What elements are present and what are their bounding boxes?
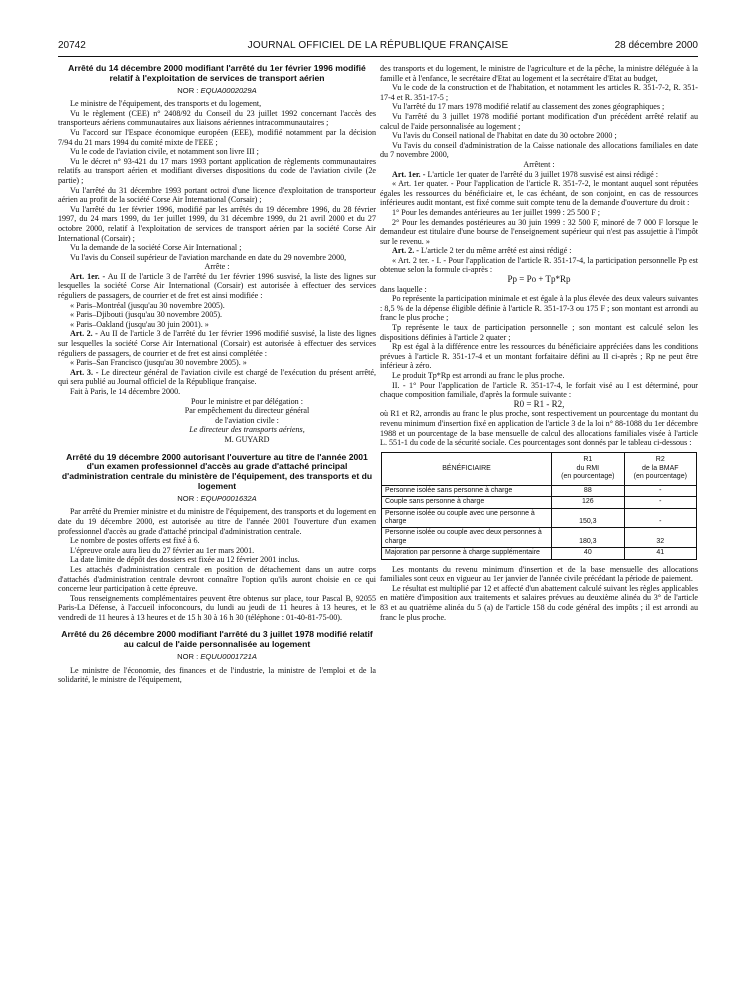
table-row: Majoration par personne à charge supplémentaire 40 41 [382, 548, 697, 559]
journal-title: JOURNAL OFFICIEL DE LA RÉPUBLIQUE FRANÇAISE [247, 40, 509, 51]
header-rule [58, 56, 698, 57]
arrete-heading: Arrête : [204, 262, 230, 272]
paragraph: Vu le code de l'aviation civile, et notamment son livre III ; [70, 147, 259, 157]
nor-reference: NOR : EQUU0001721A [177, 652, 257, 662]
article-2: Art. 2. - Au II de l'article 3 de l'arrêté du 1er février 1996 modifié susvisé, la liste des lignes sur lesquelles la société Corse Air International (Corsair) est autorisée à effectuer des services réguliers de passagers, de courrier et de fret est ainsi complétée : [58, 329, 377, 358]
right-column [380, 64, 698, 622]
nor-reference: NOR : EQUP0001632A [177, 493, 257, 503]
paragraph: 2° Pour les demandes postérieures au 30 juin 1999 : 32 500 F, minoré de 7 000 F lorsque le demandeur est titulaire d'une bourse de l'enseignement supérieur qui n'est pas assujettie à l'impôt sur le revenu. » [380, 217, 698, 246]
paragraph: Vu l'arrêté du 17 mars 1978 modifié relatif au classement des zones géographiques ; [392, 102, 665, 112]
paragraph: Vu l'accord sur l'Espace économique européen (EEE), modifié notamment par la décision 7/94 du 21 mars 1994 du comité mixte de l'EEE ; [58, 127, 376, 147]
table-header-row [382, 452, 697, 485]
paragraph: Le nombre de postes offerts est fixé à 6. [70, 536, 200, 546]
table-row: Personne isolée ou couple avec deux personnes à charge 180,3 32 [382, 528, 697, 548]
paragraph: Le ministre de l'équipement, des transports et du logement, [70, 99, 262, 109]
table-row: Personne isolée sans personne à charge 88 - [382, 485, 697, 496]
paragraph: Vu le règlement (CEE) n° 2408/92 du Conseil du 23 juillet 1992 concernant l'accès des transporteurs aériens communautaires aux liaisons aériennes intracommunautaires ; [58, 108, 376, 128]
paragraph: Tp représente le taux de participation personnelle ; son montant est calculé selon les dispositions définies à l'article 2 quater ; [380, 323, 698, 342]
article-1: Art. 1er. - Au II de l'article 3 de l'arrêté du 1er février 1996 susvisé, la liste des lignes sur lesquelles la société Corse Air International (Corsair) est autorisée à effectuer des services réguliers de passagers, de courrier et de fret est ainsi modifiée : [58, 271, 376, 301]
column-header: BÉNÉFICIAIRE [382, 452, 552, 485]
formula: R0 = R1 - R2, [513, 398, 565, 409]
paragraph: La date limite de dépôt des dossiers est fixée au 12 février 2001 inclus. [70, 555, 300, 565]
paragraph: Le ministre de l'économie, des finances et de l'industrie, la ministre de l'emploi et de la solidarité, le ministre de l'équipement, [58, 665, 376, 685]
quote-line: « Paris–San Francisco (jusqu'au 30 novembre 2005). » [70, 358, 247, 368]
paragraph: Par arrêté du Premier ministre et du ministre de l'équipement, des transports et du logement en date du 19 décembre 2000, est autorisée au titre de l'année 2001 l'ouverture d'un examen professionnel d'accès au grade d'attaché principal d'administration centrale. [58, 507, 376, 536]
paragraph: Vu l'arrêté du 1er février 1996, modifié par les arrêtés du 19 décembre 1996, du 28 février 1997, du 24 mars 1999, du 1er juillet 1999, du 31 décembre 1999, du 21 avril 2000 et du 27 octobre 2000, relatif à l'exploitation de services de transport aérien par la société Corse Air International (Corsair) ; [58, 204, 376, 243]
article-title: Arrêté du 19 décembre 2000 autorisant l'ouverture au titre de l'année 2001 d'un examen professionnel d'accès au grade d'attaché principal d'administration centrale du ministère de l'équipement, des transports et du logement [61, 451, 373, 491]
article-3: Art. 3. - Le directeur général de l'aviation civile est chargé de l'exécution du présent arrêté, qui sera publié au Journal officiel de la République française. [58, 367, 376, 387]
paragraph: Le résultat est multiplié par 12 et affecté d'un abattement calculé suivant les règles applicables en matière d'imposition aux traitements et salaires prévues au deuxième alinéa du 3° de l'article 83 et au quatrième alinéa du 5 (a) de l'article 158 du code général des impôts ; il est arrondi au franc le plus proche. [380, 583, 698, 622]
percentage-table [381, 452, 697, 560]
paragraph: Vu la demande de la société Corse Air International ; [70, 243, 242, 253]
signatory-name: M. GUYARD [224, 434, 270, 444]
paragraph: « Art. 2 ter. - I. - Pour l'application de l'article R. 351-17-4, la participation personnelle Pp est obtenue selon la formule ci-après : [380, 255, 698, 275]
paragraph: des transports et du logement, le ministre de l'agriculture et de la pêche, la ministre déléguée à la famille et à l'enfance, le secrétaire d'Etat au logement et la secrétaire d'Etat au budget, [380, 64, 698, 83]
table-row: Couple sans personne à charge 126 - [382, 497, 697, 508]
paragraph: Vu le code de la construction et de l'habitation, et notamment les articles R. 351-7-2, R. 351-17-4 et R. 351-17-5 ; [380, 83, 698, 102]
paragraph: Les montants du revenu minimum d'insertion et de la base mensuelle des allocations familiales sont ceux en vigueur au 1er janvier de l'année civile précédant la période de paiement. [380, 564, 698, 584]
paragraph: Vu l'arrêté du 31 décembre 1993 portant octroi d'une licence d'exploitation de transporteur aérien au profit de la société Corse Air International (Corsair) ; [58, 185, 376, 205]
paragraph: II. - 1° Pour l'application de l'article R. 351-17-4, le forfait visé au I est déterminé, pour chaque composition familiale, d'après la formule suivante : [380, 380, 698, 400]
column-header: R2 de la BMAF (en pourcentage) [624, 452, 696, 485]
article-title: Arrêté du 26 décembre 2000 modifiant l'arrêté du 3 juillet 1978 modifié relatif au calcul de l'aide personnalisée au logement [61, 629, 373, 650]
paragraph: Vu l'avis du Conseil supérieur de l'aviation marchande en date du 29 novembre 2000, [70, 252, 347, 262]
paragraph: Vu l'arrêté du 3 juillet 1978 modifié portant modification d'un précédent arrêté relatif au calcul de l'aide personnalisée au logement ; [380, 111, 698, 131]
page-header [58, 40, 698, 54]
issue-date: 28 décembre 2000 [614, 40, 698, 51]
paragraph: 1° Pour les demandes antérieures au 1er juillet 1999 : 25 500 F ; [392, 207, 601, 217]
paragraph: Vu l'avis du conseil d'administration de la Caisse nationale des allocations familiales en date du 7 novembre 2000, [380, 140, 698, 160]
paragraph: où R1 et R2, arrondis au franc le plus proche, sont respectivement un pourcentage du montant du revenu minimum d'insertion fixé en application de l'article 3 de la loi n° 88-1088 du 1er décembre 1988 et un pourcentage de la base mensuelle de calcul des allocations familiales visée à l'article L. 551-1 du code de la sécurité sociale. Ces pourcentages sont donnés par le tableau ci-dessous : [380, 409, 698, 448]
table-row: Personne isolée ou couple avec une personne à charge 150,3 - [382, 508, 697, 528]
paragraph: Po représente la participation minimale et est égale à la plus élevée des deux valeurs suivantes : 8,5 % de la dépense éligible définie à l'article R. 351-17-3 ou 175 F ; son montant est arrondi au franc le plus proche ; [380, 294, 698, 323]
quote-line: « Paris–Oakland (jusqu'au 30 juin 2001). » [70, 319, 209, 329]
formula: Pp = Po + Tp*Rp [507, 274, 571, 285]
paragraph: Rp est égal à la différence entre les ressources du bénéficiaire appréciées dans les conditions prévues à l'article R. 351-17-4 et un montant forfaitaire défini au II ci-après ; Rp ne peut être inférieur à zéro. [380, 342, 698, 371]
article-1: Art. 1er. - L'article 1er quater de l'arrêté du 3 juillet 1978 susvisé est ainsi rédigé : [392, 169, 659, 179]
article-title: Arrêté du 14 décembre 2000 modifiant l'arrêté du 1er février 1996 modifié relatif à l'exploitation de services de transport aérien [68, 63, 366, 83]
signature-date: Fait à Paris, le 14 décembre 2000. [70, 387, 181, 396]
paragraph: L'épreuve orale aura lieu du 27 février au 1er mars 2001. [70, 545, 255, 555]
paragraph: Le produit Tp*Rp est arrondi au franc le plus proche. [392, 371, 565, 380]
paragraph: Tous renseignements complémentaires peuvent être obtenus sur place, tour Pascal B, 92055 Paris-La Défense, à l'accueil infoconcours, du lundi au jeudi de 11 heures à 13 heures, et le vendredi de 11 heures à 13 heures et de 15 h 30 à 16 h 30 (téléphone : 01-40-81-75-00). [58, 593, 376, 622]
page-number: 20742 [58, 40, 86, 51]
quote-line: « Paris–Montréal (jusqu'au 30 novembre 2005). [70, 300, 225, 310]
column-header: R1 du RMI (en pourcentage) [552, 452, 624, 485]
left-column [58, 64, 376, 685]
paragraph: dans laquelle : [380, 284, 427, 294]
nor-reference: NOR : EQUA0002029A [177, 85, 257, 95]
signature-block: Pour le ministre et par délégation : Par empêchement du directeur général de l'aviation civile : Le directeur des transports aériens, M. GUYARD [58, 397, 376, 445]
article-2: Art. 2. - L'article 2 ter du même arrêté est ainsi rédigé : [392, 246, 572, 256]
paragraph: Les attachés d'administration centrale en position de détachement dans un autre corps d'attachés d'administration centrale devront connaître l'option qu'ils auront choisie en ce qui concerne leur participation à cette épreuve. [58, 564, 376, 594]
paragraph: Vu l'avis du Conseil national de l'habitat en date du 30 octobre 2000 ; [392, 131, 617, 141]
quote-line: « Paris–Djibouti (jusqu'au 30 novembre 2005). [70, 310, 223, 320]
paragraph: Vu le décret n° 93-421 du 17 mars 1993 portant application de règlements communautaires relatifs au transport aérien et modifiant diverses dispositions du code de l'aviation civile (2e partie) ; [58, 156, 376, 185]
paragraph: « Art. 1er quater. - Pour l'application de l'article R. 351-7-2, le montant auquel sont réputées égales les ressources du bénéficiaire et, le cas échéant, de son conjoint, en cas de ressources inférieures audit montant, est fixé comme suit compte tenu de la demande d'ouverture du droit : [380, 179, 698, 208]
arretent-heading: Arrêtent : [523, 159, 555, 169]
